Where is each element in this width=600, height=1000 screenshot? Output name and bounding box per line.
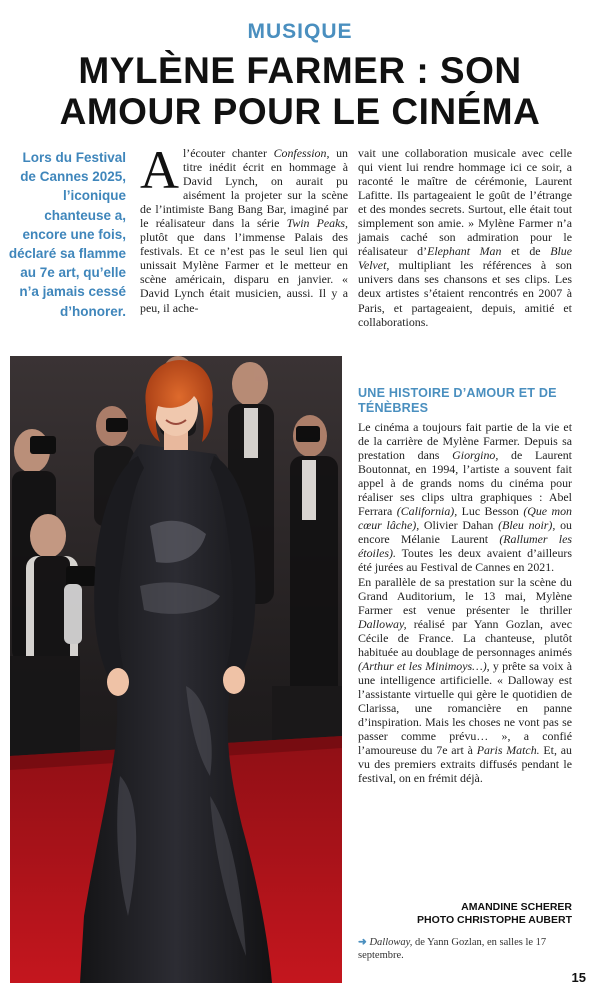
photo-illustration	[10, 356, 342, 983]
text-run: En parallèle de sa prestation sur la scène du Grand Auditorium, le 13 mai, Mylène Farmer est venue présenter le thriller	[358, 574, 572, 617]
headline-line-2: AMOUR POUR LE CINÉMA	[59, 91, 541, 132]
clip-title: (Bleu noir),	[498, 518, 556, 533]
text-run: vait une collaboration musicale avec celle qui vient lui rendre hommage ici ce soir, a raconté le maître de cérémonie, Laurent Lafitte. Ils partageaient le goût de l’étrange et des mondes secrets. Surtout, elle était tout simplement son amie. » Mylène Farmer n’a jamais caché son admiration pour le réalisateur d’	[358, 146, 572, 259]
arrow-icon: ➜	[358, 936, 367, 948]
byline	[358, 901, 572, 927]
clip-title: (Rallumer les étoiles).	[358, 532, 572, 561]
red-carpet-photo	[10, 356, 342, 983]
text-run: y prête sa voix à une intelligence artificielle. « Dalloway est l’assistante virtuelle qui gère le quotidien de Clarissa, une romancière en panne d’inspiration. Mais les choses ne vont pas se passer comme prévu… », a confié l’amoureuse du 7e art à	[358, 658, 572, 758]
text-run: Olivier Dahan	[419, 518, 499, 533]
film-title: Giorgino,	[452, 448, 499, 463]
text-run: Et, au vu des premiers extraits diffusés pendant le festival, on en frémit déjà.	[358, 743, 572, 786]
clip-title: (California),	[396, 504, 458, 519]
text-run: ou encore Mélanie Laurent	[358, 518, 572, 547]
series-title: Twin Peaks,	[286, 216, 349, 231]
paragraph	[358, 146, 572, 329]
article-column-3	[358, 420, 572, 785]
intro-standfirst: Lors du Festival de Cannes 2025, l’iconique chanteuse a, encore une fois, déclaré sa flamme au 7e art, qu’elle n’a jamais cessé d’honorer.	[8, 150, 126, 319]
caption-text: de Yann Gozlan, en salles le 17 septembre.	[358, 937, 547, 961]
article-column-2	[358, 146, 572, 329]
film-title: Dalloway,	[369, 937, 413, 948]
film-title: (Arthur et les Minimoys…),	[358, 658, 490, 673]
paragraph	[140, 140, 349, 315]
text-run: l’écouter chanter	[183, 146, 274, 160]
author-credit: AMANDINE SCHERER	[461, 901, 572, 913]
page-number: 15	[571, 970, 586, 985]
article-column-1	[140, 140, 349, 315]
headline	[0, 50, 600, 132]
drop-cap: A	[140, 140, 179, 200]
clip-title: (Que mon cœur lâche),	[358, 504, 572, 533]
text-run: plutôt que dans l’immense Palais des festivals. Et ce n’est pas le seul lien qui unissait Mylène Farmer et le metteur en scène américain, disparu en janvier. « David Lynch était musicien, aussi. Il y a peu, il ache-	[140, 230, 348, 315]
text-run: Le cinéma a toujours fait partie de la vie et de la carrière de Mylène Farmer. Depuis sa prestation dans	[358, 420, 572, 463]
text-run: réalisé par Yann Gozlan, avec Cécile de France. La chanteuse, plutôt habituée au doublage de personnages animés	[358, 616, 572, 659]
film-title: Blue Velvet,	[358, 244, 572, 273]
text-run: multipliant les références à son univers dans ses chansons et ses clips. Les deux artistes s’étaient rencontrés en 2007 à Paris, et partageaient, depuis, amitié et collaborations.	[358, 258, 572, 329]
song-title: Confession,	[273, 146, 330, 160]
film-title: Dalloway,	[358, 616, 407, 631]
paragraph	[358, 575, 572, 786]
film-caption	[358, 936, 572, 962]
text-run: et de	[501, 244, 551, 259]
film-title: Elephant Man	[427, 244, 502, 259]
text-run: de Laurent Boutonnat, en 1994, l’artiste a souvent fait appel à de grands noms du cinéma pour réaliser ses clips ultra graphiques : Abel Ferrara	[358, 448, 572, 519]
photo-credit: PHOTO CHRISTOPHE AUBERT	[417, 914, 572, 926]
section-tag: MUSIQUE	[247, 20, 353, 43]
subheading: UNE HISTOIRE D’AMOUR ET DE TÉNÈBRES	[358, 386, 557, 415]
text-run: Toutes les deux avaient d’ailleurs été jurées au Festival de Cannes en 2021.	[358, 546, 572, 575]
paragraph	[358, 420, 572, 575]
headline-line-1: MYLÈNE FARMER : SON	[78, 50, 522, 91]
magazine-title: Paris Match.	[476, 743, 540, 758]
text-run: Luc Besson	[457, 504, 524, 519]
text-run: un titre inédit écrit en hommage à David Lynch, on aurait pu aisément la projeter sur la scène de l’intimiste Bang Bang Bar, imaginé par le réalisateur dans la série	[140, 146, 348, 231]
